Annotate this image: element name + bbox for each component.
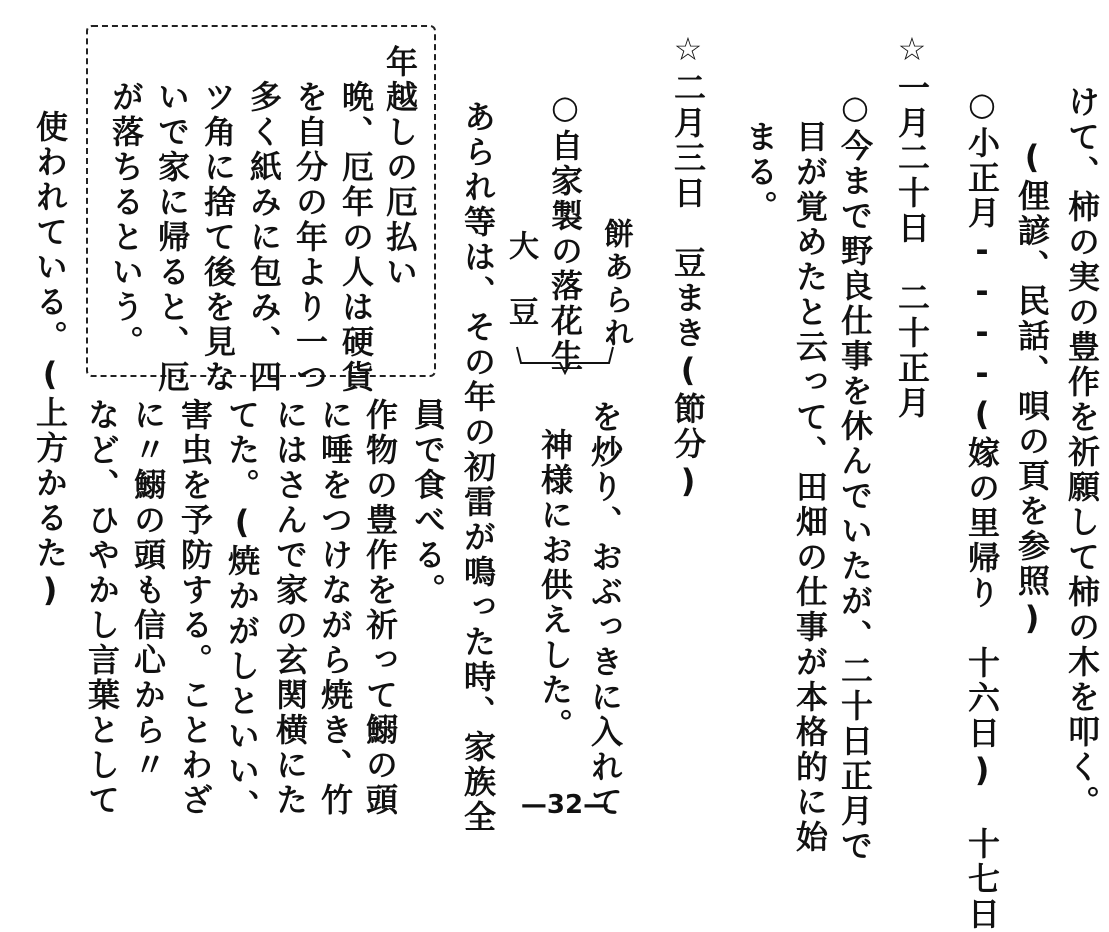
text-column-14: 作物の豊作を祈って鰯の頭 <box>361 398 399 818</box>
text-column-1: けて、柿の実の豊作を祈願して柿の木を叩く。 <box>1063 85 1101 820</box>
text-column-15: に唾をつけながら焼き、竹 <box>316 398 354 818</box>
text-column-7: まる。 <box>741 120 779 225</box>
text-column-21: 使われている。(上方かるた) <box>31 110 69 612</box>
text-column-20: など、ひやかし言葉として <box>83 398 121 818</box>
box-line-1: 晩、厄年の人は硬貨 <box>337 80 375 395</box>
text-column-12: あられ等は、その年の初雷が鳴った時、家族全 <box>459 100 497 835</box>
box-title: 年越しの厄払い <box>381 45 419 290</box>
text-column-koshogatsu: ○小正月----(嫁の里帰り 十六日) 十七日 <box>963 85 1001 932</box>
box-line-2: を自分の年より一つ <box>291 80 329 395</box>
text-column-16: にはさんで家の玄関横にた <box>271 398 309 818</box>
text-column-10: 神様にお供えした。 <box>536 428 574 743</box>
grouping-brace <box>515 345 615 375</box>
text-column-19: に〃鰯の頭も信心から〃 <box>129 398 167 783</box>
heading-feb-3: ☆二月三日 豆まき(節分) <box>669 30 707 503</box>
box-line-5: いで家に帰ると、厄 <box>153 80 191 395</box>
text-column-2: (俚諺、民話、唄の頁を参照) <box>1013 138 1051 640</box>
text-mochi-arare: 餅あられ <box>598 218 633 350</box>
box-line-3: 多く紙みに包み、四 <box>245 80 283 395</box>
page-number: —32— <box>520 790 610 820</box>
heading-jan-20: ☆一月二十日 二十正月 <box>893 30 931 421</box>
text-homemade-peanuts: ○自家製の落花生 <box>546 88 584 374</box>
box-line-4: ツ角に捨て後を見な <box>199 80 237 395</box>
text-column-9: を炒り、おぶっきに入れて <box>586 400 624 820</box>
text-column-6: 目が覚めたと云って、田畑の仕事が本格的に始 <box>791 120 829 855</box>
text-daizu: 大 豆 <box>503 230 538 329</box>
box-line-6: が落ちるという。 <box>107 80 145 360</box>
text-column-5: ○今まで野良仕事を休んでいたが、二十日正月で <box>836 88 874 864</box>
text-column-18: 害虫を予防する。ことわざ <box>176 398 214 818</box>
text-column-13: 員で食べる。 <box>409 398 447 608</box>
text-column-17: てた。(焼かがしといい、 <box>223 398 261 824</box>
